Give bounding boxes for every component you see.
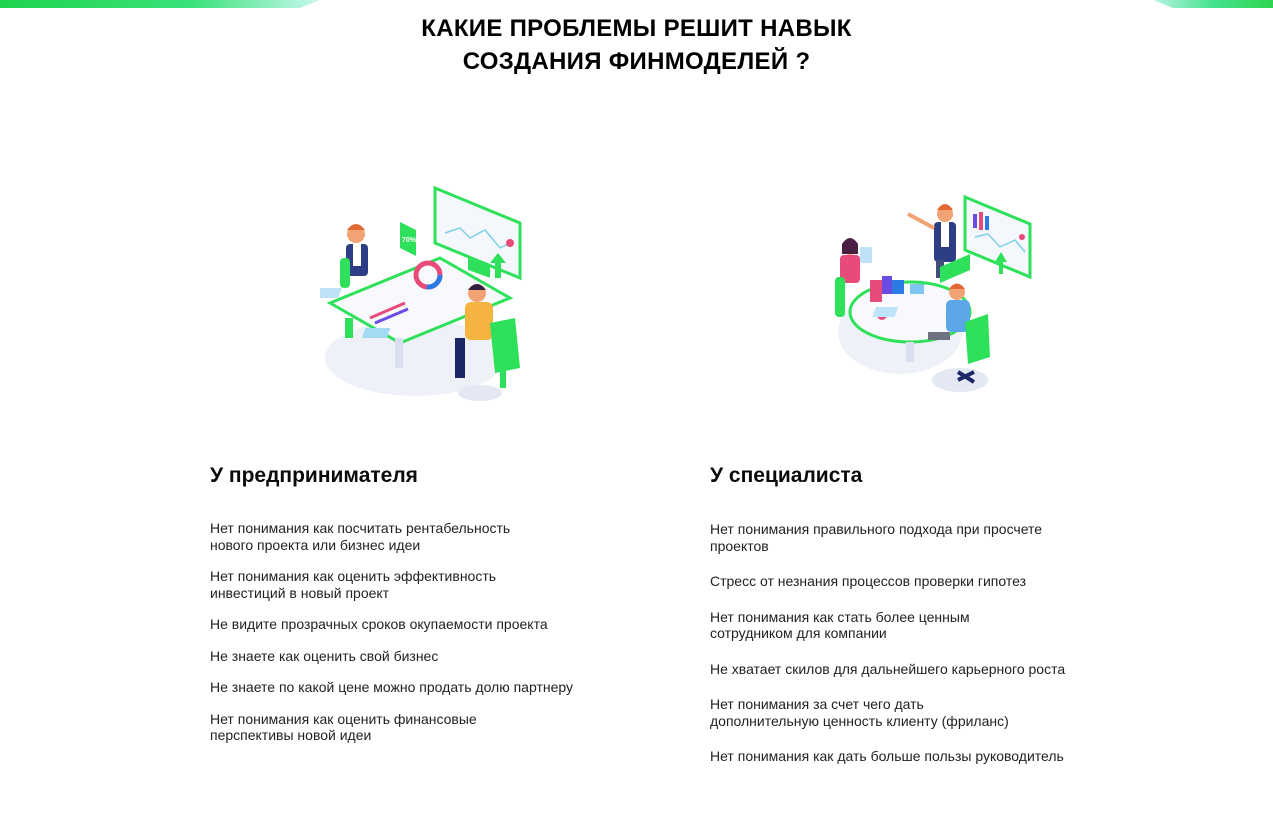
list-item: Не хватает скилов для дальнейшего карьерного роста	[710, 660, 1066, 677]
list-item: Нет понимания как посчитать рентабельность нового проекта или бизнес идеи	[210, 520, 511, 553]
specialist-problems-list	[710, 521, 1130, 765]
percent-badge-text: 70%	[402, 237, 417, 244]
entrepreneur-column	[210, 462, 630, 759]
entrepreneur-heading: У предпринимателя	[210, 464, 418, 487]
list-item: Нет понимания правильного подхода при просчете проектов	[710, 521, 1043, 554]
entrepreneur-problems-list	[210, 520, 630, 744]
top-right-accent-decoration	[1153, 0, 1273, 12]
list-item: Нет понимания как оценить финансовые перспективы новой идеи	[210, 710, 477, 743]
list-item: Нет понимания за счет чего дать дополнительную ценность клиенту (фриланс)	[710, 696, 1009, 729]
team-presentation-illustration	[830, 192, 1040, 402]
section-title-line-2: СОЗДАНИЯ ФИНМОДЕЛЕЙ ?	[462, 48, 811, 75]
team-meeting-illustration	[320, 178, 530, 413]
specialist-heading: У специалиста	[710, 464, 863, 487]
list-item: Нет понимания как стать более ценным сотрудником для компании	[710, 608, 970, 641]
list-item: Не знаете по какой цене можно продать долю партнеру	[210, 679, 574, 695]
section-title-line-1: КАКИЕ ПРОБЛЕМЫ РЕШИТ НАВЫК	[421, 15, 852, 42]
list-item: Стресс от незнания процессов проверки гипотез	[710, 573, 1026, 589]
list-item: Не знаете как оценить свой бизнес	[210, 647, 439, 664]
specialist-column	[710, 462, 1130, 784]
section-title	[0, 12, 1273, 78]
top-left-accent-decoration	[0, 0, 320, 12]
list-item: Нет понимания как дать больше пользы руководитель	[710, 748, 1064, 764]
list-item: Не видите прозрачных сроков окупаемости проекта	[210, 616, 548, 632]
list-item: Нет понимания как оценить эффективность инвестиций в новый проект	[210, 568, 497, 601]
